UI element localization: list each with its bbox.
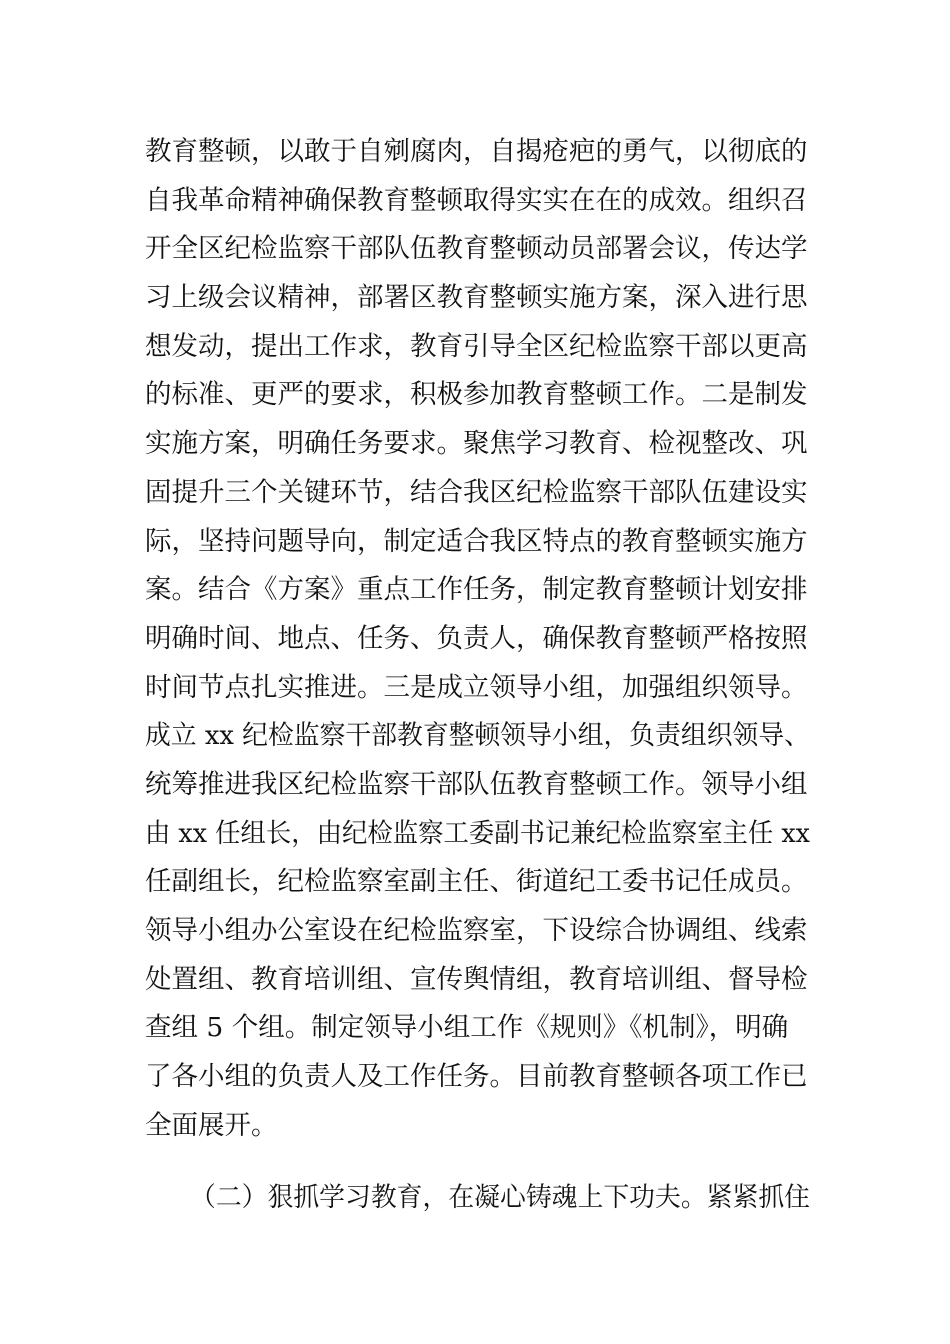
text-line: 自我革命精神确保教育整顿取得实实在在的成效。组织召 bbox=[145, 184, 808, 216]
text-line: 时间节点扎实推进。三是成立领导小组，加强组织领导。 bbox=[145, 671, 808, 703]
text-line: 领导小组办公室设在纪检监察室，下设综合协调组、线索 bbox=[145, 915, 808, 946]
text-line: 由 xx 任组长，由纪检监察工委副书记兼纪检监察室主任 xx bbox=[145, 817, 810, 849]
text-line: 成立 xx 纪检监察干部教育整顿领导小组，负责组织领导、 bbox=[145, 720, 810, 752]
text-line: 际，坚持问题导向，制定适合我区特点的教育整顿实施方 bbox=[145, 525, 808, 557]
text-line: 开全区纪检监察干部队伍教育整顿动员部署会议，传达学 bbox=[145, 233, 808, 265]
text-line: 明确时间、地点、任务、负责人，确保教育整顿严格按照 bbox=[145, 622, 808, 654]
text-line: 教育整顿，以敢于自剜腐肉，自揭疮疤的勇气，以彻底的 bbox=[145, 136, 808, 167]
text-line: 固提升三个关键环节，结合我区纪检监察干部队伍建设实 bbox=[145, 476, 808, 508]
text-line: 统筹推进我区纪检监察干部队伍教育整顿工作。领导小组 bbox=[145, 768, 808, 800]
text-line: 任副组长，纪检监察室副主任、街道纪工委书记任成员。 bbox=[145, 866, 808, 898]
text-line: 的标准、更严的要求，积极参加教育整顿工作。二是制发 bbox=[145, 379, 808, 411]
text-line: 全面展开。 bbox=[145, 1109, 278, 1141]
text-line: 习上级会议精神，部署区教育整顿实施方案，深入进行思 bbox=[145, 282, 808, 314]
text-line: 案。结合《方案》重点工作任务，制定教育整顿计划安排 bbox=[145, 574, 808, 606]
text-line: 实施方案，明确任务要求。聚焦学习教育、检视整改、巩 bbox=[145, 428, 808, 460]
text-line: 想发动，提出工作求，教育引导全区纪检监察干部以更高 bbox=[145, 330, 808, 362]
text-line: 处置组、教育培训组、宣传舆情组，教育培训组、督导检 bbox=[145, 963, 808, 995]
text-line: 查组 5 个组。制定领导小组工作《规则》《机制》，明确 bbox=[145, 1012, 789, 1044]
text-line: 了各小组的负责人及工作任务。目前教育整顿各项工作已 bbox=[145, 1061, 808, 1093]
section-heading-paragraph bbox=[145, 1174, 810, 1223]
paragraph-body bbox=[145, 128, 810, 1150]
section-heading-line: （二）狠抓学习教育，在凝心铸魂上下功夫。紧紧抓住 bbox=[190, 1182, 810, 1213]
